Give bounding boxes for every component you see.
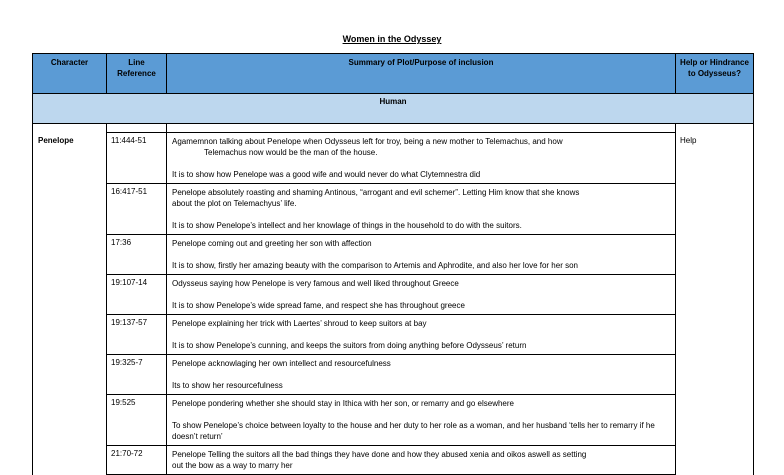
table-row: [33, 184, 754, 235]
purpose-line: It is to show, firstly her amazing beauty with the comparison to Artemis and Aphrodite, and also her love for her son: [172, 261, 578, 270]
summary-cell: [167, 315, 676, 355]
purpose-line: It is to show how Penelope was a good wife and would never do what Clytemnestra did: [172, 170, 481, 179]
summary-line: Penelope absolutely roasting and shaming Antinous, “arrogant and evil schemer”. Letting Him know that she knows: [172, 188, 580, 197]
summary-line: Agamemnon talking about Penelope when Odysseus left for troy, being a new mother to Telemachus, and how: [172, 137, 563, 146]
summary-line: Penelope explaining her trick with Laertes’ shroud to keep suitors at bay: [172, 319, 427, 328]
summary-line: out the bow as a way to marry her: [172, 461, 293, 470]
line-ref-cell: 19:107-14: [107, 275, 167, 315]
header-summary: Summary of Plot/Purpose of inclusion: [167, 54, 676, 94]
summary-line: Penelope pondering whether she should stay in Ithica with her son, or remarry and go elsewhere: [172, 399, 514, 408]
purpose-line: Its to show her resourcefulness: [172, 381, 283, 390]
purpose-line: It is to show Penelope’s intellect and her knowlage of things in the household to do with the suitors.: [172, 221, 522, 230]
table-row: [33, 446, 754, 475]
purpose-line: It is to show Penelope’s cunning, and keeps the suitors from doing anything before Odysseus’ return: [172, 341, 527, 350]
summary-line: Penelope acknowlaging her own intellect and resourcefulness: [172, 359, 391, 368]
line-ref-cell: 21:70-72: [107, 446, 167, 475]
line-ref-cell: 19:325-7: [107, 355, 167, 395]
summary-line: Telemachus now would be the man of the house.: [204, 148, 378, 157]
table-row: [33, 315, 754, 355]
table-row: [33, 235, 754, 275]
table-row: [33, 275, 754, 315]
summary-line: about the plot on Telemachyus’ life.: [172, 199, 297, 208]
line-ref-cell: 17:36: [107, 235, 167, 275]
character-cell: Penelope: [33, 133, 107, 475]
summary-cell: [167, 395, 676, 446]
summary-line: Penelope Telling the suitors all the bad things they have done and how they abused xenia and oikos aswell as setting: [172, 450, 587, 459]
header-help-hindrance: Help or Hindrance to Odysseus?: [676, 54, 754, 94]
summary-line: Odysseus saying how Penelope is very famous and well liked throughout Greece: [172, 279, 459, 288]
summary-line: Penelope coming out and greeting her son with affection: [172, 239, 372, 248]
group-label: Human: [33, 94, 754, 124]
purpose-line: To show Penelope’s choice between loyalty to the house and her duty to her role as a woman, and her husband ‘tells her to remarry if he doesn’t return’: [172, 421, 655, 441]
summary-cell: [167, 235, 676, 275]
header-line-reference: Line Reference: [107, 54, 167, 94]
summary-cell: [167, 184, 676, 235]
table-row: [33, 355, 754, 395]
line-ref-cell: 19:525: [107, 395, 167, 446]
help-cell: Help: [676, 133, 754, 475]
spacer-row: [33, 124, 754, 133]
summary-cell: [167, 133, 676, 184]
line-ref-cell: 16:417-51: [107, 184, 167, 235]
document-title: Women in the Odyssey: [342, 34, 442, 44]
header-row: [33, 54, 754, 94]
line-ref-cell: 11:444-51: [107, 133, 167, 184]
table-row: [33, 395, 754, 446]
summary-cell: [167, 446, 676, 475]
summary-cell: [167, 355, 676, 395]
line-ref-cell: 19:137-57: [107, 315, 167, 355]
header-character: Character: [33, 54, 107, 94]
table-row: [33, 133, 754, 184]
women-table: [32, 53, 754, 475]
purpose-line: It is to show Penelope’s wide spread fame, and respect she has throughout greece: [172, 301, 465, 310]
summary-cell: [167, 275, 676, 315]
group-row: [33, 94, 754, 124]
